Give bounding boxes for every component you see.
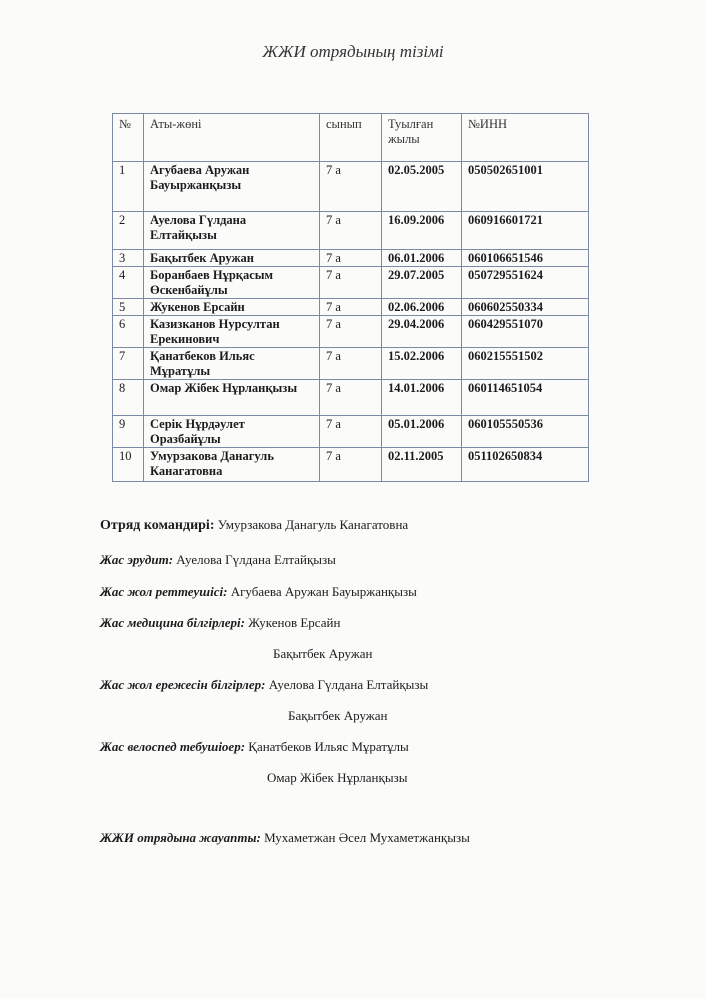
birth-date: 05.01.2006 <box>382 416 462 448</box>
role-assignee: Ауелова Гүлдана Елтайқызы <box>176 552 336 567</box>
birth-date: 16.09.2006 <box>382 212 462 250</box>
birth-date: 29.07.2005 <box>382 267 462 299</box>
role-label: Жас жол ережесін білгірлер: <box>100 677 266 692</box>
role-line <box>100 552 336 568</box>
row-number: 7 <box>113 348 144 380</box>
inn-number: 060105550536 <box>462 416 589 448</box>
row-number: 8 <box>113 380 144 416</box>
role-assignee: Жукенов Ерсайн <box>248 615 341 630</box>
role-line <box>100 830 470 846</box>
role-line <box>100 615 340 631</box>
birth-date: 02.11.2005 <box>382 448 462 482</box>
student-class: 7 а <box>320 448 382 482</box>
student-name: Боранбаев Нұрқасым Өскенбайұлы <box>144 267 320 299</box>
student-class: 7 а <box>320 416 382 448</box>
row-number: 1 <box>113 162 144 212</box>
student-class: 7 а <box>320 267 382 299</box>
birth-date: 02.06.2006 <box>382 299 462 316</box>
student-class: 7 а <box>320 316 382 348</box>
table-row <box>113 448 589 482</box>
table-row <box>113 162 589 212</box>
role-label: Жас эрудит: <box>100 552 174 567</box>
student-class: 7 а <box>320 212 382 250</box>
role-assignee-additional: Бақытбек Аружан <box>273 646 373 661</box>
role-label: ЖЖИ отрядына жауапты: <box>100 830 261 845</box>
row-number: 5 <box>113 299 144 316</box>
student-class: 7 а <box>320 299 382 316</box>
student-name: Қанатбеков Ильяс Мұратұлы <box>144 348 320 380</box>
student-name: Умурзакова Данагуль Канагатовна <box>144 448 320 482</box>
row-number: 3 <box>113 250 144 267</box>
table-row <box>113 380 589 416</box>
student-name: Агубаева Аружан Бауыржанқызы <box>144 162 320 212</box>
role-assignee: Қанатбеков Ильяс Мұратұлы <box>248 739 409 754</box>
role-line <box>100 517 408 534</box>
student-name: Казизканов Нурсултан Ерекинович <box>144 316 320 348</box>
birth-date: 02.05.2005 <box>382 162 462 212</box>
role-assignee: Агубаева Аружан Бауыржанқызы <box>230 584 417 599</box>
row-number: 10 <box>113 448 144 482</box>
birth-date: 29.04.2006 <box>382 316 462 348</box>
inn-number: 060114651054 <box>462 380 589 416</box>
table-row <box>113 212 589 250</box>
role-label: Жас жол реттеушісі: <box>100 584 228 599</box>
table-row <box>113 348 589 380</box>
role-assignee-additional: Омар Жібек Нұрланқызы <box>267 770 408 785</box>
birth-date: 15.02.2006 <box>382 348 462 380</box>
header-number: № <box>113 114 144 162</box>
row-number: 4 <box>113 267 144 299</box>
student-name: Серік Нұрдәулет Оразбайұлы <box>144 416 320 448</box>
inn-number: 060916601721 <box>462 212 589 250</box>
inn-number: 051102650834 <box>462 448 589 482</box>
row-number: 9 <box>113 416 144 448</box>
student-class: 7 а <box>320 250 382 267</box>
role-assignee: Мухаметжан Әсел Мухаметжанқызы <box>264 830 470 845</box>
inn-number: 050502651001 <box>462 162 589 212</box>
student-name: Ауелова Гүлдана Елтайқызы <box>144 212 320 250</box>
student-name: Омар Жібек Нұрланқызы <box>144 380 320 416</box>
page-title: ЖЖИ отрядының тізімі <box>262 42 444 61</box>
table-row <box>113 316 589 348</box>
table-row <box>113 267 589 299</box>
student-class: 7 а <box>320 348 382 380</box>
role-assignee: Ауелова Гүлдана Елтайқызы <box>268 677 429 692</box>
role-line <box>100 584 417 600</box>
table-row <box>113 250 589 267</box>
roster-table <box>112 113 589 482</box>
student-name: Жукенов Ерсайн <box>144 299 320 316</box>
inn-number: 060602550334 <box>462 299 589 316</box>
inn-number: 060429551070 <box>462 316 589 348</box>
birth-date: 06.01.2006 <box>382 250 462 267</box>
student-class: 7 а <box>320 380 382 416</box>
role-label: Отряд командирі: <box>100 518 215 533</box>
birth-date: 14.01.2006 <box>382 380 462 416</box>
role-assignee: Умурзакова Данагуль Канагатовна <box>217 517 409 532</box>
table-header-row <box>113 114 589 162</box>
role-line <box>100 739 409 755</box>
table-row <box>113 416 589 448</box>
header-name: Аты-жөні <box>144 114 320 162</box>
inn-number: 060106651546 <box>462 250 589 267</box>
table-row <box>113 299 589 316</box>
inn-number: 050729551624 <box>462 267 589 299</box>
header-class: сынып <box>320 114 382 162</box>
inn-number: 060215551502 <box>462 348 589 380</box>
role-label: Жас велоспед тебушіоер: <box>100 739 246 754</box>
student-name: Бақытбек Аружан <box>144 250 320 267</box>
header-inn: №ИНН <box>462 114 589 162</box>
role-line <box>100 677 428 693</box>
role-label: Жас медицина білгірлері: <box>100 615 245 630</box>
row-number: 2 <box>113 212 144 250</box>
table-body <box>113 162 589 482</box>
header-birth-date: Туылған жылы <box>382 114 462 162</box>
role-assignee-additional: Бақытбек Аружан <box>288 708 388 723</box>
student-class: 7 а <box>320 162 382 212</box>
row-number: 6 <box>113 316 144 348</box>
